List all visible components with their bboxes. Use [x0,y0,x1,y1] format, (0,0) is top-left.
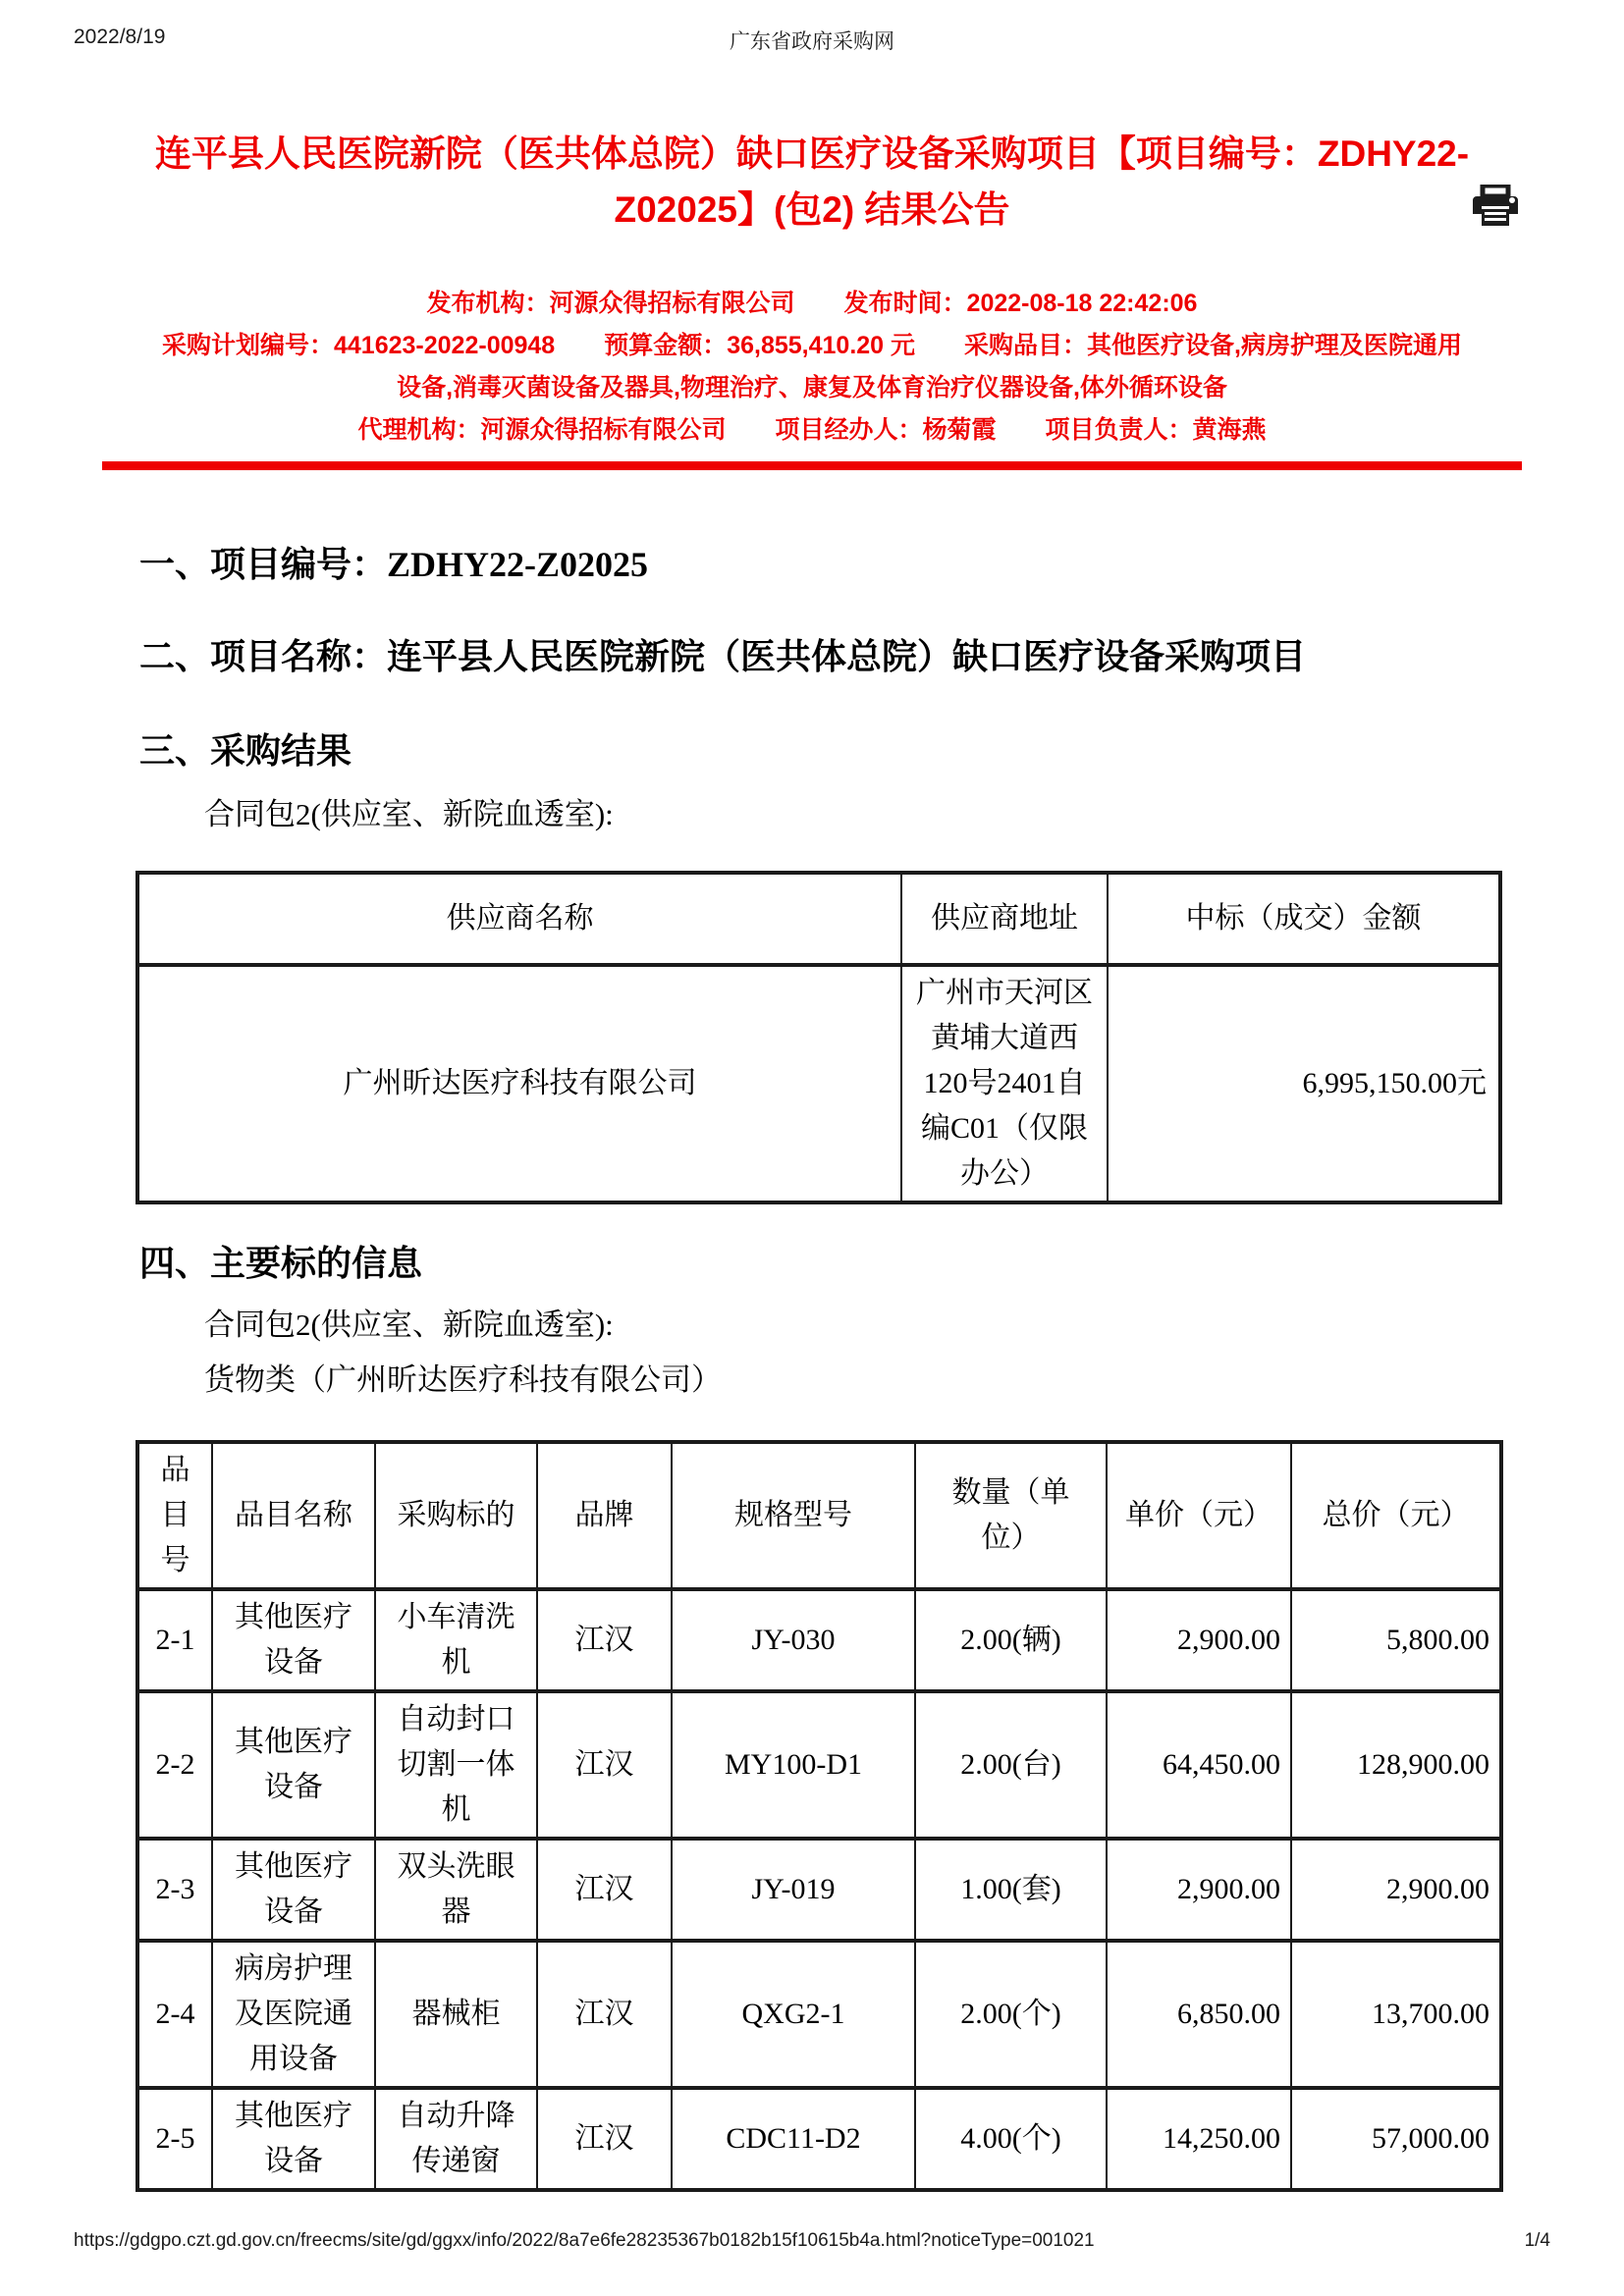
brand-cell: 江汉 [537,1941,672,2088]
item-no-cell: 2-3 [137,1839,212,1941]
brand-cell: 江汉 [537,2088,672,2190]
items-table-row [137,1691,1501,1839]
meta-line-agency: 代理机构：河源众得招标有限公司 项目经办人：杨菊霞 项目负责人：黄海燕 [357,416,1267,444]
unit-price-cell: 6,850.00 [1107,1941,1291,2088]
notice-title-line2: Z02025】(包2) 结果公告 [614,189,1010,230]
item-no-cell: 2-1 [137,1589,212,1691]
printer-icon[interactable] [1471,185,1520,228]
column-header-brand: 品牌 [537,1442,672,1589]
column-header-unit-price: 单价（元） [1107,1442,1291,1589]
red-divider [102,461,1522,470]
item-name-cell: 其他医疗设备 [212,2088,375,2190]
section-2-heading: 二、项目名称：连平县人民医院新院（医共体总院）缺口医疗设备采购项目 [139,637,1307,676]
total-price-cell: 13,700.00 [1291,1941,1501,2088]
print-footer [0,2230,1624,2256]
procurement-target-cell: 器械柜 [375,1941,537,2088]
supplier-table-row [137,965,1500,1202]
items-table-row [137,1941,1501,2088]
column-header-supplier-name: 供应商名称 [137,873,901,965]
source-url: https://gdgpo.czt.gd.gov.cn/freecms/site/gd/ggxx/info/2022/8a7e6fe28235367b0182b15f10615b4a.html?noticeType=001021 [74,2230,1095,2251]
column-header-supplier-address: 供应商地址 [901,873,1108,965]
spec-model-cell: QXG2-1 [672,1941,915,2088]
section-4-package-line: 合同包2(供应室、新院血透室): [204,1308,614,1342]
spec-model-cell: JY-019 [672,1839,915,1941]
section-4-heading: 四、主要标的信息 [139,1244,423,1283]
unit-price-cell: 2,900.00 [1107,1839,1291,1941]
items-table-row [137,1839,1501,1941]
column-header-award-amount: 中标（成交）金额 [1108,873,1500,965]
total-price-cell: 57,000.00 [1291,2088,1501,2190]
spec-model-cell: CDC11-D2 [672,2088,915,2190]
procurement-target-cell: 小车清洗机 [375,1589,537,1691]
spec-model-cell: JY-030 [672,1589,915,1691]
item-name-cell: 其他医疗设备 [212,1589,375,1691]
section-4-category-line: 货物类（广州昕达医疗科技有限公司） [204,1362,722,1397]
meta-line-categories: 设备,消毒灭菌设备及器具,物理治疗、康复及体育治疗仪器设备,体外循环设备 [397,374,1227,401]
item-name-cell: 其他医疗设备 [212,1839,375,1941]
meta-line-publisher: 发布机构：河源众得招标有限公司 发布时间：2022-08-18 22:42:06 [426,290,1198,317]
meta-line-plan-budget: 采购计划编号：441623-2022-00948 预算金额：36,855,410.20 元 采购品目：其他医疗设备,病房护理及医院通用 [162,332,1462,359]
procurement-target-cell: 自动升降传递窗 [375,2088,537,2190]
item-no-cell: 2-4 [137,1941,212,2088]
procurement-target-cell: 自动封口切割一体机 [375,1691,537,1839]
supplier-table [135,871,1502,1204]
brand-cell: 江汉 [537,1589,672,1691]
quantity-cell: 1.00(套) [915,1839,1107,1941]
unit-price-cell: 64,450.00 [1107,1691,1291,1839]
quantity-cell: 2.00(台) [915,1691,1107,1839]
item-name-cell: 其他医疗设备 [212,1691,375,1839]
column-header-spec-model: 规格型号 [672,1442,915,1589]
supplier-table-header-row [137,873,1500,965]
total-price-cell: 5,800.00 [1291,1589,1501,1691]
section-3-heading: 三、采购结果 [139,731,352,771]
unit-price-cell: 2,900.00 [1107,1589,1291,1691]
quantity-cell: 4.00(个) [915,2088,1107,2190]
procurement-target-cell: 双头洗眼器 [375,1839,537,1941]
page-indicator: 1/4 [1524,2230,1550,2251]
total-price-cell: 128,900.00 [1291,1691,1501,1839]
column-header-item-no: 品目号 [137,1442,212,1589]
column-header-procurement-target: 采购标的 [375,1442,537,1589]
section-3-package-line: 合同包2(供应室、新院血透室): [204,797,614,831]
column-header-quantity-unit: 数量（单位） [915,1442,1107,1589]
quantity-cell: 2.00(个) [915,1941,1107,2088]
spec-model-cell: MY100-D1 [672,1691,915,1839]
item-no-cell: 2-2 [137,1691,212,1839]
brand-cell: 江汉 [537,1839,672,1941]
site-name: 广东省政府采购网 [730,30,894,53]
items-table-row [137,2088,1501,2190]
unit-price-cell: 14,250.00 [1107,2088,1291,2190]
items-table-row [137,1589,1501,1691]
item-name-cell: 病房护理及医院通用设备 [212,1941,375,2088]
supplier-name-cell: 广州昕达医疗科技有限公司 [137,965,901,1202]
section-1-heading: 一、项目编号：ZDHY22-Z02025 [139,545,649,584]
notice-meta [0,283,1624,452]
print-date: 2022/8/19 [74,26,166,48]
column-header-item-name: 品目名称 [212,1442,375,1589]
award-amount-cell: 6,995,150.00元 [1108,965,1500,1202]
brand-cell: 江汉 [537,1691,672,1839]
item-no-cell: 2-5 [137,2088,212,2190]
supplier-address-cell: 广州市天河区黄埔大道西120号2401自编C01（仅限办公） [901,965,1108,1202]
column-header-total-price: 总价（元） [1291,1442,1501,1589]
quantity-cell: 2.00(辆) [915,1589,1107,1691]
print-header [0,26,1624,53]
notice-title-line1: 连平县人民医院新院（医共体总院）缺口医疗设备采购项目【项目编号：ZDHY22- [154,133,1470,174]
items-table [135,1440,1503,2192]
total-price-cell: 2,900.00 [1291,1839,1501,1941]
items-table-header-row [137,1442,1501,1589]
